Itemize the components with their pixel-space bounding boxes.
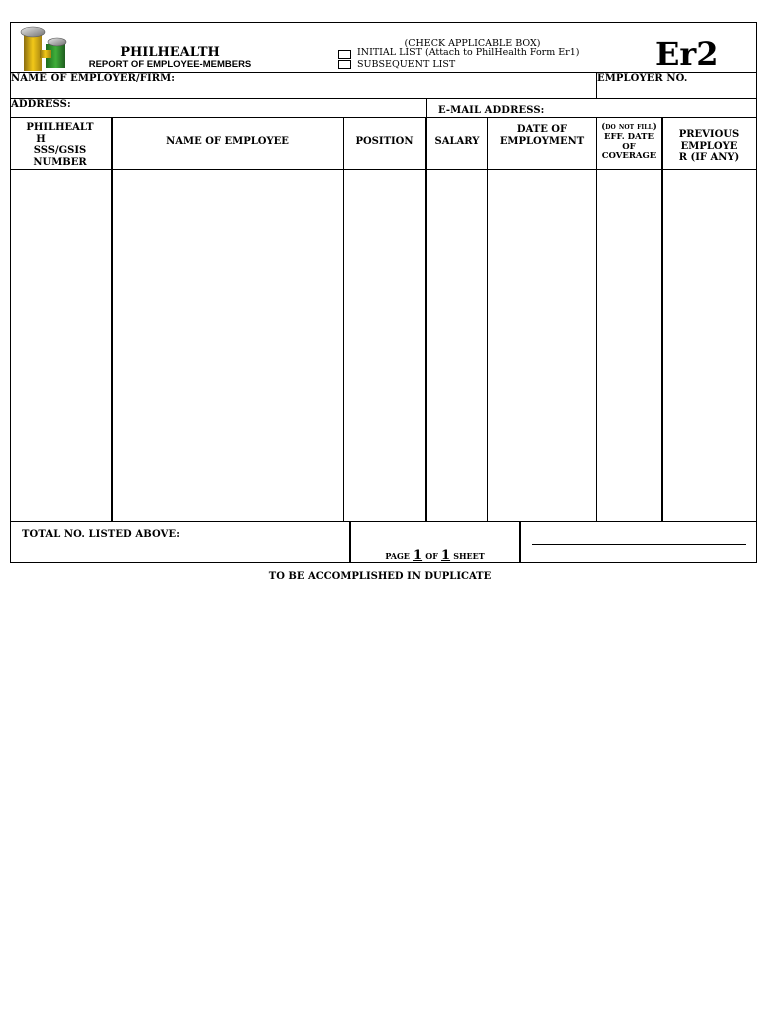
page-total: 1 [441,548,451,563]
employer-no-field[interactable] [600,85,750,97]
total-listed-label: TOTAL NO. LISTED ABOVE: [22,529,180,540]
column-header-employee-name [113,136,342,148]
header-line: R (IF ANY) [678,152,740,163]
header-line: PHILHEALT [26,122,94,133]
employer-name-label: NAME OF EMPLOYER/FIRM: [11,73,176,84]
footer-divider [519,521,521,563]
column-header-coverage-date [597,123,661,162]
divider [10,521,757,522]
header-line: H [36,133,46,145]
divider [426,98,427,117]
header-line: NAME OF EMPLOYEE [166,136,289,147]
divider [10,98,757,99]
column-header-previous-employer [662,129,756,164]
email-field[interactable] [545,103,750,116]
divider [10,169,757,170]
org-name: PHILHEALTH [120,45,220,60]
address-field[interactable] [75,100,420,115]
column-header-salary [427,136,487,148]
page-word: PAGE [385,551,410,561]
total-listed-field[interactable] [180,528,340,542]
divider [10,117,757,118]
header-line: SALARY [434,136,480,147]
duplicate-note: TO BE ACCOMPLISHED IN DUPLICATE [268,571,492,582]
page-indicator [351,548,519,563]
subsequent-list-label: SUBSEQUENT LIST [357,59,456,70]
header-line: DATE OF [516,124,568,135]
initial-list-label: INITIAL LIST (Attach to PhilHealth Form Er1) [357,47,580,58]
header-line: EMPLOYMENT [499,135,585,147]
form-subtitle: REPORT OF EMPLOYEE-MEMBERS [88,59,252,70]
employer-no-label: EMPLOYER NO. [597,73,688,84]
sheet-word: SHEET [453,551,485,561]
of-word: OF [425,551,438,561]
signature-line[interactable] [532,544,746,545]
table-body[interactable] [11,171,756,520]
address-label: ADDRESS: [11,99,71,110]
do-not-fill-note: do not fill [605,122,653,132]
page-number: 1 [413,548,423,563]
header-line: EMPLOYE [680,140,738,152]
header-line: COVERAGE [601,151,657,162]
form-code: Er2 [655,35,719,73]
check-instruction: (CHECK APPLICABLE BOX) [404,38,541,49]
header-line: OF [622,141,636,152]
header-line: NUMBER [33,156,87,168]
initial-list-checkbox[interactable] [338,50,351,59]
header-line: EFF. DATE [604,131,654,142]
subsequent-list-checkbox[interactable] [338,60,351,69]
email-label: E-MAIL ADDRESS: [438,105,545,116]
column-header-date-of-employment [488,124,596,147]
header-line: SSS/GSIS [33,145,87,156]
header-line: PREVIOUS [678,129,740,140]
header-line: POSITION [355,136,414,147]
employer-name-field[interactable] [180,74,590,94]
header-line: (do not fill) [601,122,657,132]
column-header-philhealth-number [12,122,108,168]
column-header-position [344,136,425,148]
